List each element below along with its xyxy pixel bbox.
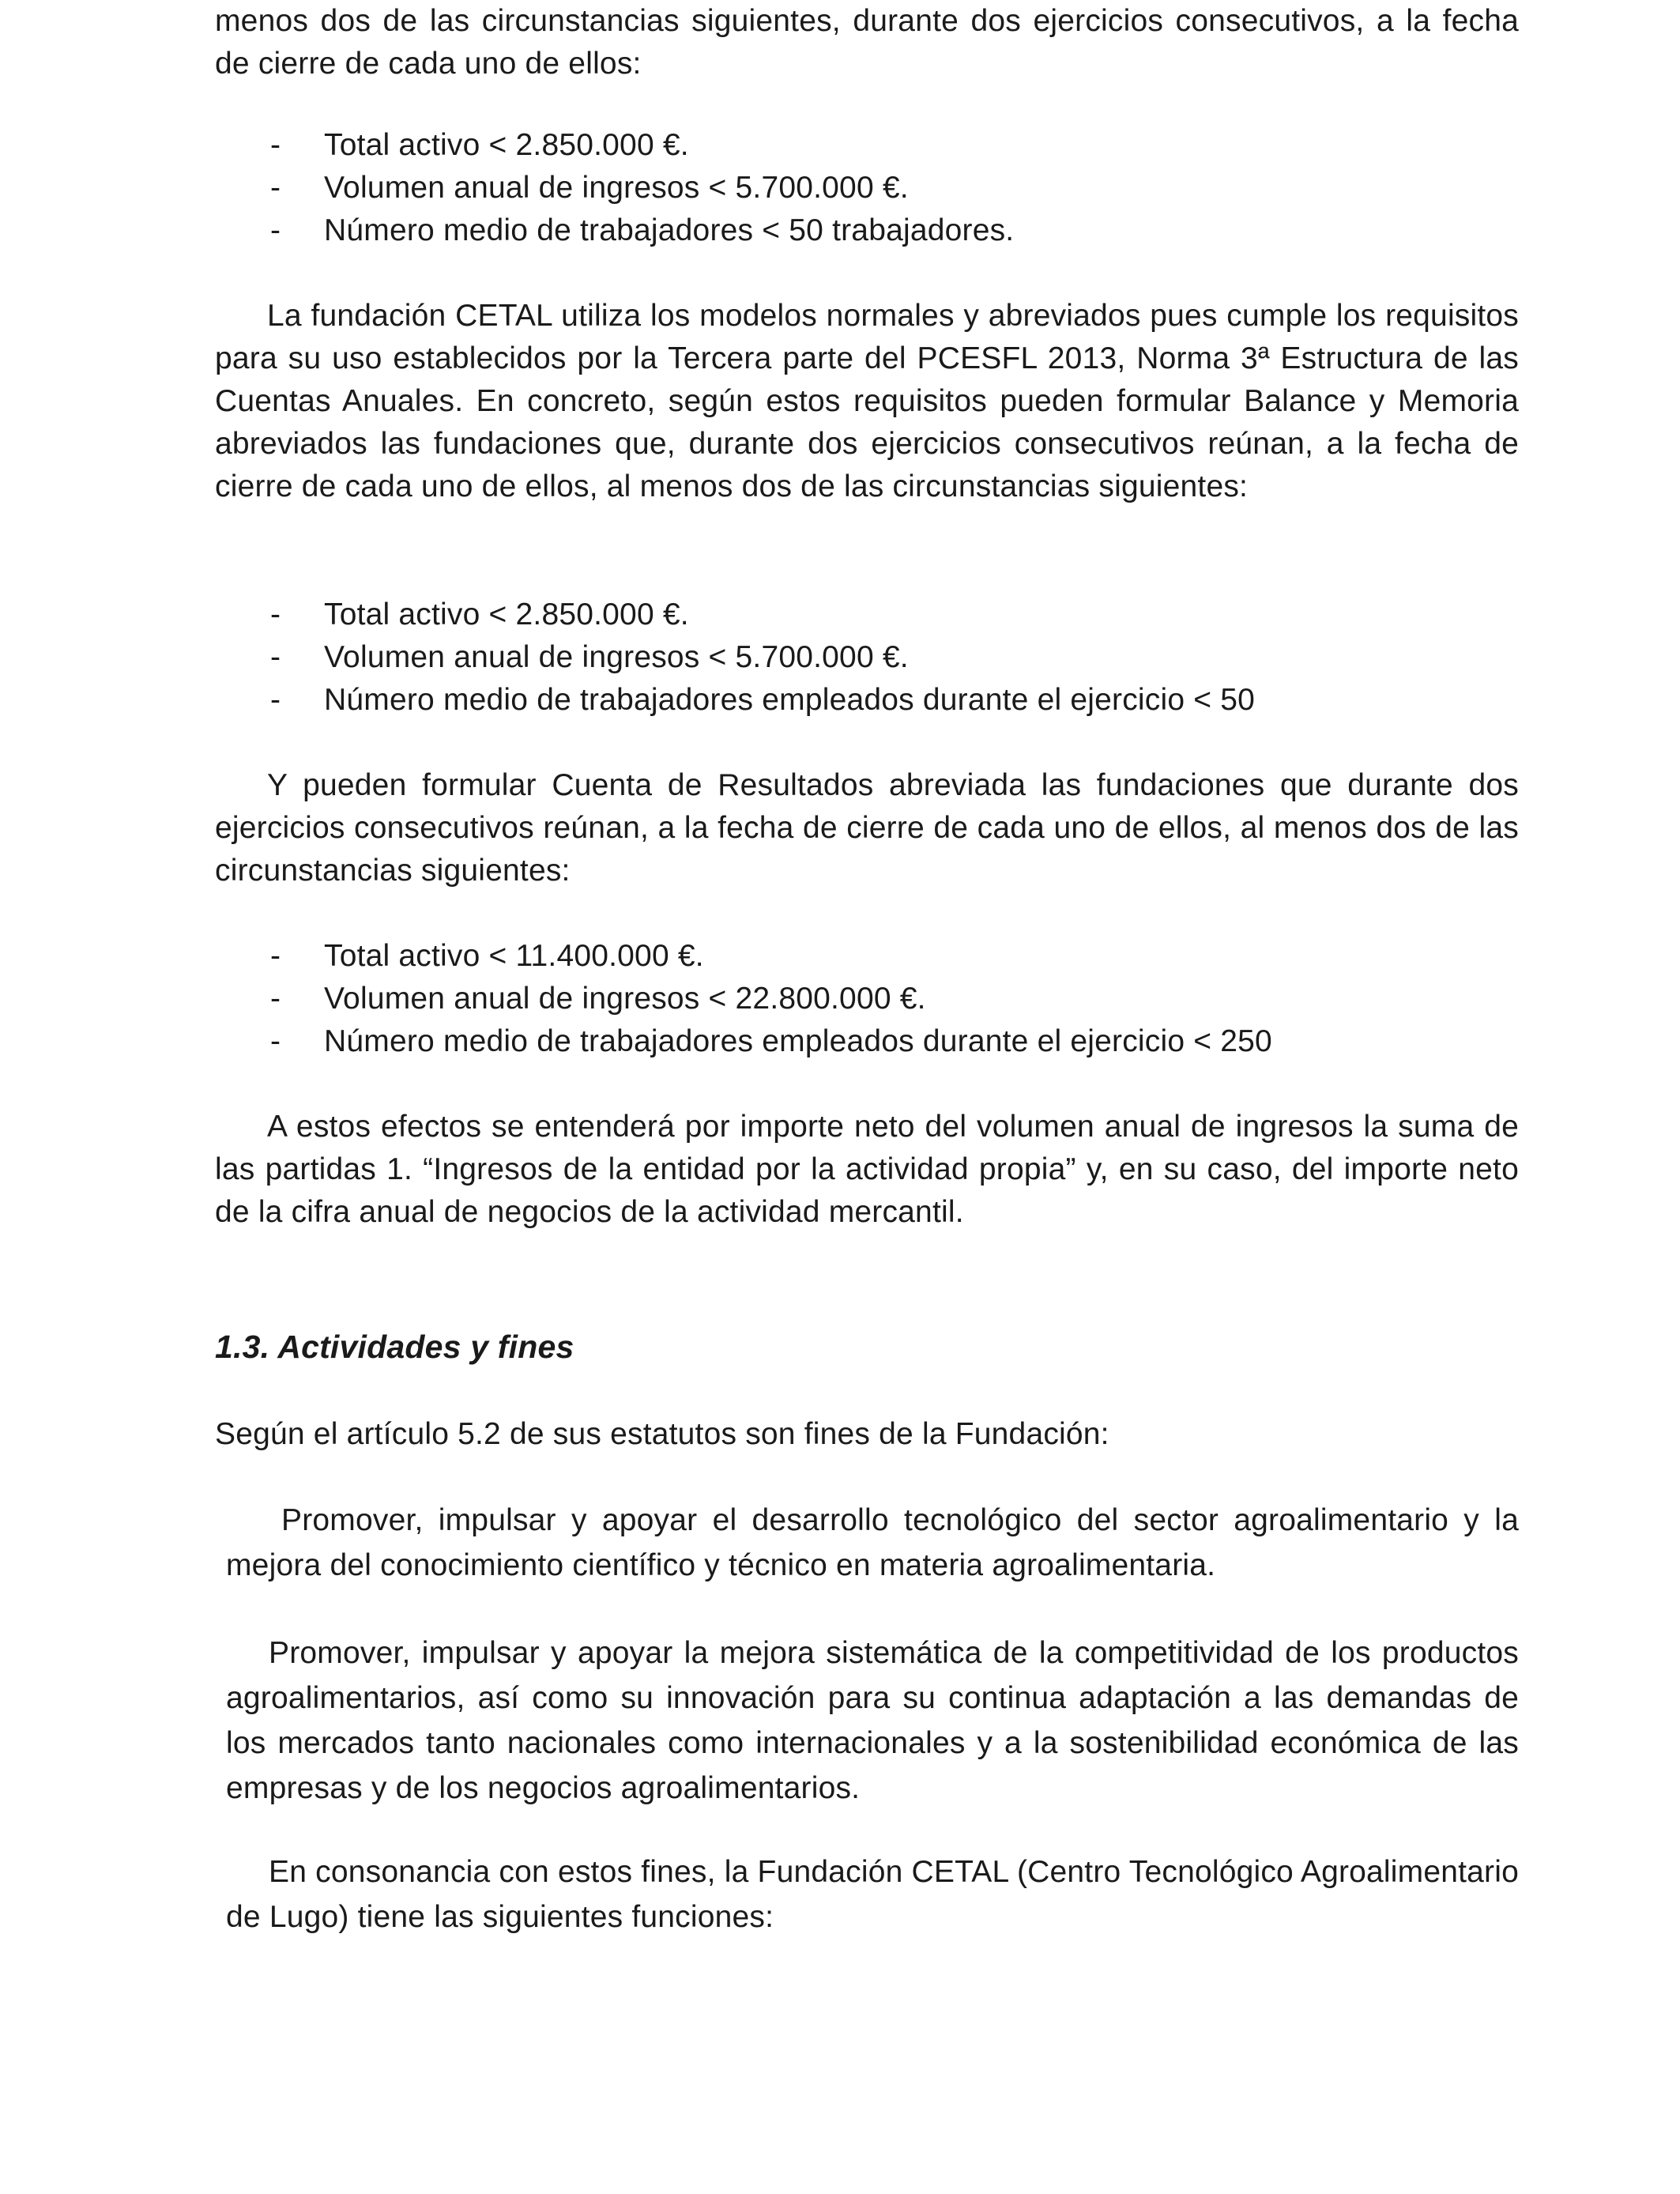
section-heading: 1.3. Actividades y fines	[215, 1329, 574, 1365]
list-dash: -	[270, 640, 281, 674]
paragraph-cuenta-resultados: Y pueden formular Cuenta de Resultados abreviada las fundaciones que durante dos ejercicios consecutivos reúnan, a la fecha de cierre de cada uno de ellos, al menos dos de las circunstancias siguientes:	[215, 768, 1519, 888]
criteria-list-3	[215, 935, 1519, 1063]
list-item: - Volumen anual de ingresos < 5.700.000 €.	[215, 636, 1519, 679]
list-dash: -	[270, 939, 281, 973]
paragraph-articulo: Según el artículo 5.2 de sus estatutos son fines de la Fundación:	[215, 1417, 1109, 1451]
list-item: - Número medio de trabajadores < 50 trabajadores.	[215, 209, 1519, 252]
criteria-list-2	[215, 594, 1519, 722]
criteria-list-1	[215, 124, 1519, 252]
list-dash: -	[270, 171, 281, 205]
list-dash: -	[270, 598, 281, 631]
list-dash: -	[270, 982, 281, 1016]
paragraph-efectos: A estos efectos se entenderá por importe neto del volumen anual de ingresos la suma de las partidas 1. “Ingresos de la entidad por la actividad propia” y, en su caso, del importe neto de la cifra anual de negocios de la actividad mercantil.	[215, 1110, 1519, 1229]
paragraph-funciones: En consonancia con estos fines, la Fundación CETAL (Centro Tecnológico Agroalimentario de Lugo) tiene las siguientes funciones:	[226, 1855, 1519, 1934]
list-item: - Volumen anual de ingresos < 5.700.000 €.	[215, 167, 1519, 209]
list-dash: -	[270, 683, 281, 717]
list-dash: -	[270, 128, 281, 162]
list-item: - Número medio de trabajadores empleados durante el ejercicio < 50	[215, 679, 1519, 722]
list-item: - Volumen anual de ingresos < 22.800.000 €.	[215, 978, 1519, 1020]
paragraph-fin-2: Promover, impulsar y apoyar la mejora sistemática de la competitividad de los productos agroalimentarios, así como su innovación para su continua adaptación a las demandas de los mercados tanto nacionales como internacionales y a la sostenibilidad económica de las empresas y de los negocios agroalimentarios.	[226, 1636, 1519, 1805]
list-item: - Total activo < 2.850.000 €.	[215, 594, 1519, 636]
list-dash: -	[270, 213, 281, 247]
list-item: - Total activo < 11.400.000 €.	[215, 935, 1519, 978]
list-item: - Número medio de trabajadores empleados durante el ejercicio < 250	[215, 1020, 1519, 1063]
list-dash: -	[270, 1024, 281, 1058]
paragraph-intro: menos dos de las circunstancias siguientes, durante dos ejercicios consecutivos, a la fecha de cierre de cada uno de ellos:	[215, 4, 1519, 81]
paragraph-fin-1: Promover, impulsar y apoyar el desarrollo tecnológico del sector agroalimentario y la mejora del conocimiento científico y técnico en materia agroalimentaria.	[226, 1503, 1519, 1582]
list-item: - Total activo < 2.850.000 €.	[215, 124, 1519, 167]
paragraph-cetal-models: La fundación CETAL utiliza los modelos normales y abreviados pues cumple los requisitos para su uso establecidos por la Tercera parte del PCESFL 2013, Norma 3ª Estructura de las Cuentas Anuales. En concreto, según estos requisitos pueden formular Balance y Memoria abreviados las fundaciones que, durante dos ejercicios consecutivos reúnan, a la fecha de cierre de cada uno de ellos, al menos dos de las circunstancias siguientes:	[215, 299, 1519, 503]
